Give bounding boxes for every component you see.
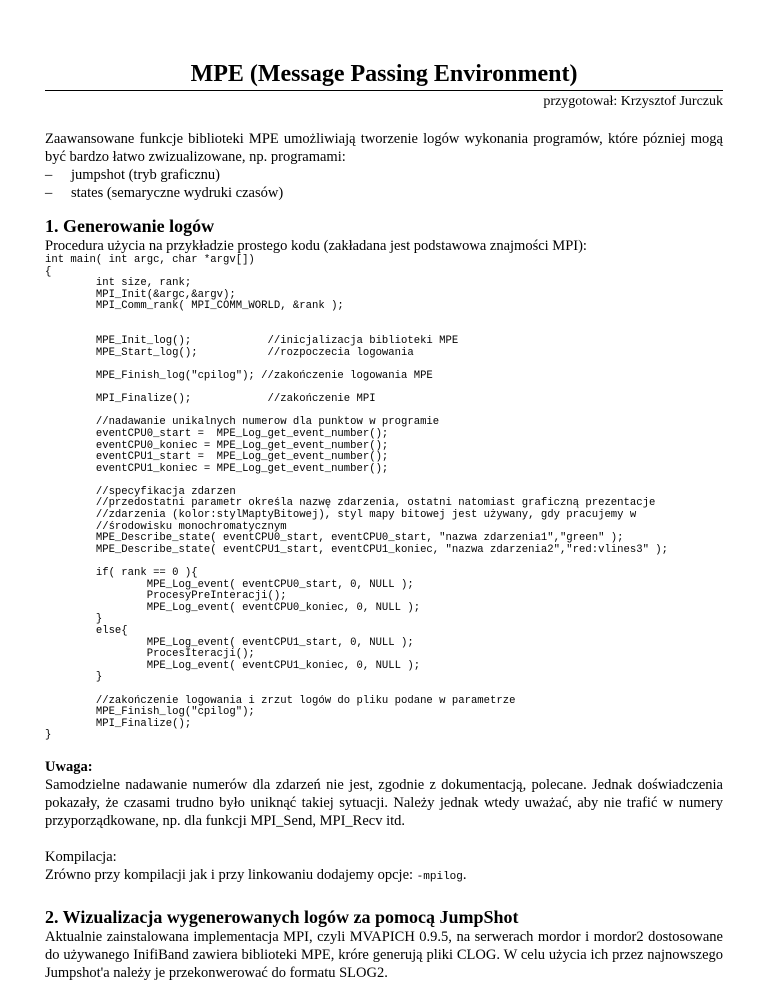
note-paragraph: Samodzielne nadawanie numerów dla zdarzeń nie jest, zgodnie z dokumentacją, polecane. Jednak doświadczenia pokazały, że czasami trudno było uniknąć takiej sytuacji. Należy jednak wtedy uważać, aby nie trafić w numery przyporządkowane, np. dla funkcji MPI_Send, MPI_Recv itd.: [45, 776, 723, 829]
list-bullet: –: [45, 185, 53, 201]
compile-label: Kompilacja:: [45, 848, 117, 865]
list-item: [45, 166, 723, 184]
compile-paragraph: [45, 866, 723, 886]
author-line: przygotował: Krzysztof Jurczuk: [543, 94, 723, 109]
intro-paragraph: Zaawansowane funkcje biblioteki MPE umożliwiają tworzenie logów wykonania programów, które pózniej mogą być bardzo łatwo zwizualizowane, np. programami:: [45, 131, 723, 165]
list-item: [45, 184, 723, 202]
list-bullet: –: [45, 167, 53, 183]
section-lead: Procedura użycia na przykładzie prostego kodu (zakładana jest podstawowa znajmości MPI):: [45, 238, 587, 254]
section-heading-wizualizacja: 2. Wizualizacja wygenerowanych logów za pomocą JumpShot: [45, 906, 519, 927]
list-item-text: states (semaryczne wydruki czasów): [71, 185, 284, 201]
compile-end: .: [462, 866, 467, 883]
title-rule: [45, 90, 723, 91]
list-item-text: jumpshot (tryb graficznu): [71, 167, 220, 183]
note-heading: Uwaga:: [45, 758, 93, 775]
section2-paragraph: Aktualnie zainstalowana implementacja MPI, czyli MVAPICH 0.9.5, na serwerach mordor i mordor2 dostosowane do używanego InifiBand zawiera biblioteki MPE, króre generują pliki CLOG. W celu użycia ich przez najnowszego Jumpshot'a należy je przekonwerować do formatu SLOG2.: [45, 928, 723, 981]
document-page: [45, 0, 723, 982]
compile-text: Zrówno przy kompilacji jak i przy linkowaniu dodajemy opcje:: [45, 866, 417, 883]
code-listing: int main( int argc, char *argv[]) { int size, rank; MPI_Init(&argc,&argv); MPI_Comm_rank( MPI_COMM_WORLD, &rank ); MPE_Init_log(); //inicjalizacja biblioteki MPE MPE_Start_log(); //rozpoczecia logowania MPE_Finish_log("cpilog"); //zakończenie logowania MPE MPI_Finalize(); //zakończenie MPI //nadawanie unikalnych numerow dla punktow w programie eventCPU0_start = MPE_Log_get_event_number(); eventCPU0_koniec = MPE_Log_get_event_number(); eventCPU1_start = MPE_Log_get_event_number(); eventCPU1_koniec = MPE_Log_get_event_number(); //specyfikacja zdarzen //przedostatni parametr określa nazwę zdarzenia, ostatni natomiast graficzną prezentacje //zdarzenia (kolor:stylMaptyBitowej), styl mapy bitowej jest używany, gdy pracujemy w //środowisku monochromatycznym MPE_Describe_state( eventCPU0_start, eventCPU0_start, "nazwa zdarzenia1","green" ); MPE_Describe_state( eventCPU1_start, eventCPU1_koniec, "nazwa zdarzenia2","red:vlines3" ); if( rank == 0 ){ MPE_Log_event( eventCPU0_start, 0, NULL ); ProcesyPreInteracji(); MPE_Log_event( eventCPU0_koniec, 0, NULL ); } else{ MPE_Log_event( eventCPU1_start, 0, NULL ); ProcesIteracji(); MPE_Log_event( eventCPU1_koniec, 0, NULL ); } //zakończenie logowania i zrzut logów do pliku podane w parametrze MPE_Finish_log("cpilog"); MPI_Finalize(); }: [45, 254, 669, 742]
tools-list: [45, 166, 723, 202]
section-heading-generowanie: 1. Generowanie logów: [45, 216, 215, 236]
document-title: MPE (Message Passing Environment): [190, 61, 578, 87]
compile-flag: -mpilog: [416, 870, 463, 883]
